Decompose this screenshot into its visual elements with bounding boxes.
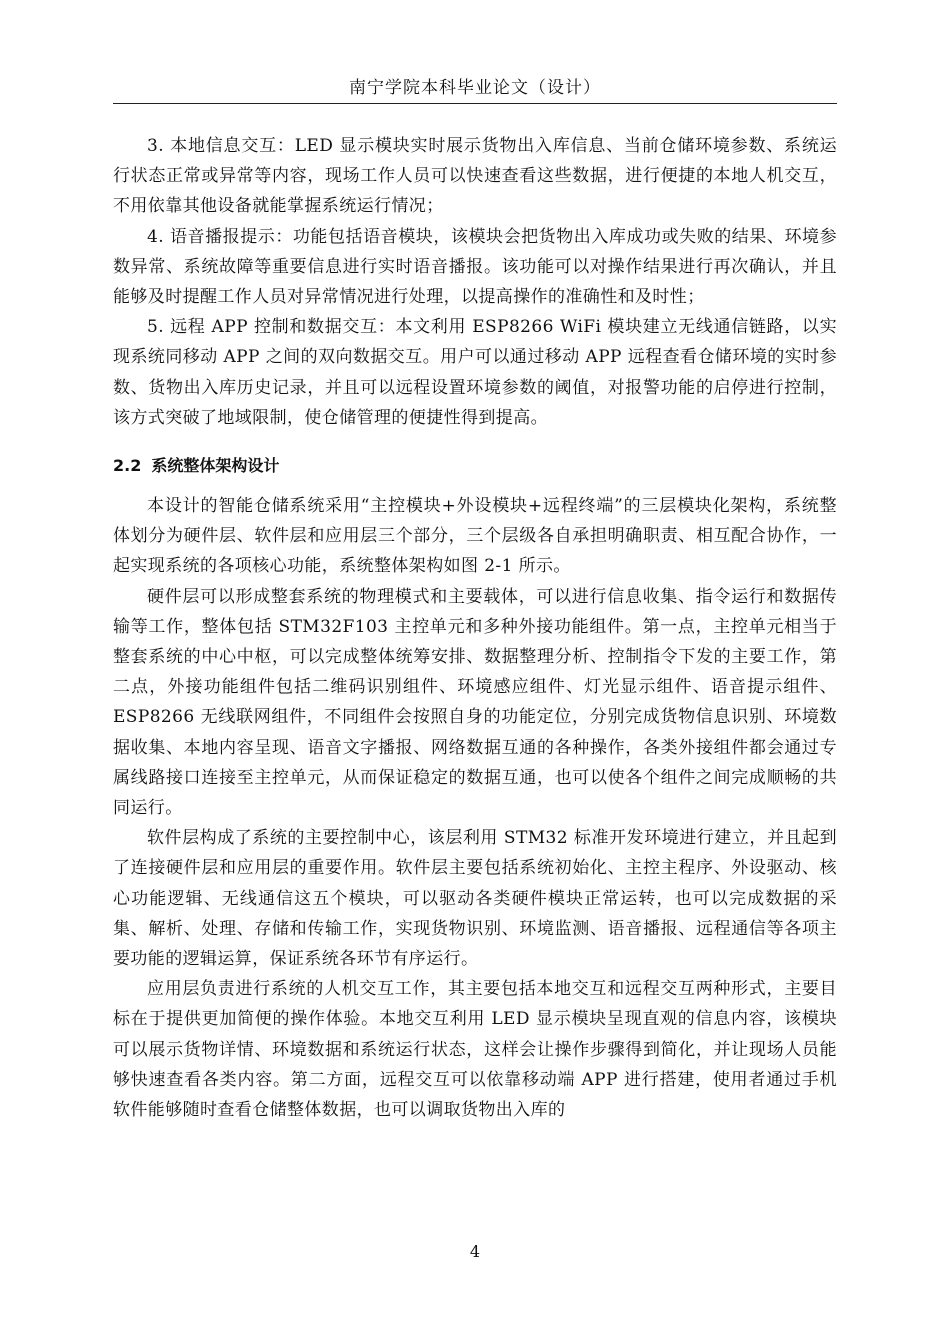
document-body [113, 131, 837, 1125]
paragraph-local-interaction: 3. 本地信息交互：LED 显示模块实时展示货物出入库信息、当前仓储环境参数、系统运行状态正常或异常等内容，现场工作人员可以快速查看这些数据，进行便捷的本地人机交互，不用依靠其他设备就能掌握系统运行情况； [113, 136, 837, 217]
header-divider [113, 103, 837, 104]
paragraph-software-layer: 软件层构成了系统的主要控制中心，该层利用 STM32 标准开发环境进行建立，并且起到了连接硬件层和应用层的重要作用。软件层主要包括系统初始化、主控主程序、外设驱动、核心功能逻辑、无线通信这五个模块，可以驱动各类硬件模块正常运转，也可以完成数据的采集、解析、处理、存储和传输工作，实现货物识别、环境监测、语音播报、远程通信等各项主要功能的逻辑运算，保证系统各环节有序运行。 [113, 828, 837, 970]
page-number: 4 [469, 1242, 481, 1261]
paragraph-remote-app: 5. 远程 APP 控制和数据交互：本文利用 ESP8266 WiFi 模块建立无线通信链路，以实现系统同移动 APP 之间的双向数据交互。用户可以通过移动 APP 远程查看仓储环境的实时参数、货物出入库历史记录，并且可以远程设置环境参数的阈值，对报警功能的启停进行控制，该方式突破了地域限制，使仓储管理的便捷性得到提高。 [113, 317, 837, 428]
paragraph-architecture-overview: 本设计的智能仓储系统采用“主控模块+外设模块+远程终端”的三层模块化架构，系统整体划分为硬件层、软件层和应用层三个部分，三个层级各自承担明确职责、相互配合协作，一起实现系统的各项核心功能，系统整体架构如图 2-1 所示。 [113, 496, 837, 577]
section-heading [113, 451, 837, 481]
page-header-title: 南宁学院本科毕业论文（设计） [349, 78, 601, 98]
paragraph-application-layer: 应用层负责进行系统的人机交互工作，其主要包括本地交互和远程交互两种形式，主要目标在于提供更加简便的操作体验。本地交互利用 LED 显示模块呈现直观的信息内容，该模块可以展示货物详情、环境数据和系统运行状态，这样会让操作步骤得到简化，并让现场人员能够快速查看各类内容。第二方面，远程交互可以依靠移动端 APP 进行搭建，使用者通过手机软件能够随时查看仓储整体数据，也可以调取货物出入库的 [113, 979, 837, 1121]
section-number: 2.2 [113, 456, 142, 476]
paragraph-voice-broadcast: 4. 语音播报提示：功能包括语音模块，该模块会把货物出入库成功或失败的结果、环境参数异常、系统故障等重要信息进行实时语音播报。该功能可以对操作结果进行再次确认，并且能够及时提醒工作人员对异常情况进行处理，以提高操作的准确性和及时性； [113, 226, 837, 308]
paragraph-hardware-layer: 硬件层可以形成整套系统的物理模式和主要载体，可以进行信息收集、指令运行和数据传输等工作，整体包括 STM32F103 主控单元和多种外接功能组件。第一点，主控单元相当于整套系统的中心中枢，可以完成整体统筹安排、数据整理分析、控制指令下发的主要工作，第二点，外接功能组件包括二维码识别组件、环境感应组件、灯光显示组件、语音提示组件、ESP8266 无线联网组件，不同组件会按照自身的功能定位，分别完成货物信息识别、环境数据收集、本地内容呈现、语音文字播报、网络数据互通的各种操作，各类外接组件都会通过专属线路接口连接至主控单元，从而保证稳定的数据互通，也可以使各个组件之间完成顺畅的共同运行。 [113, 586, 837, 819]
section-title: 系统整体架构设计 [151, 456, 280, 476]
